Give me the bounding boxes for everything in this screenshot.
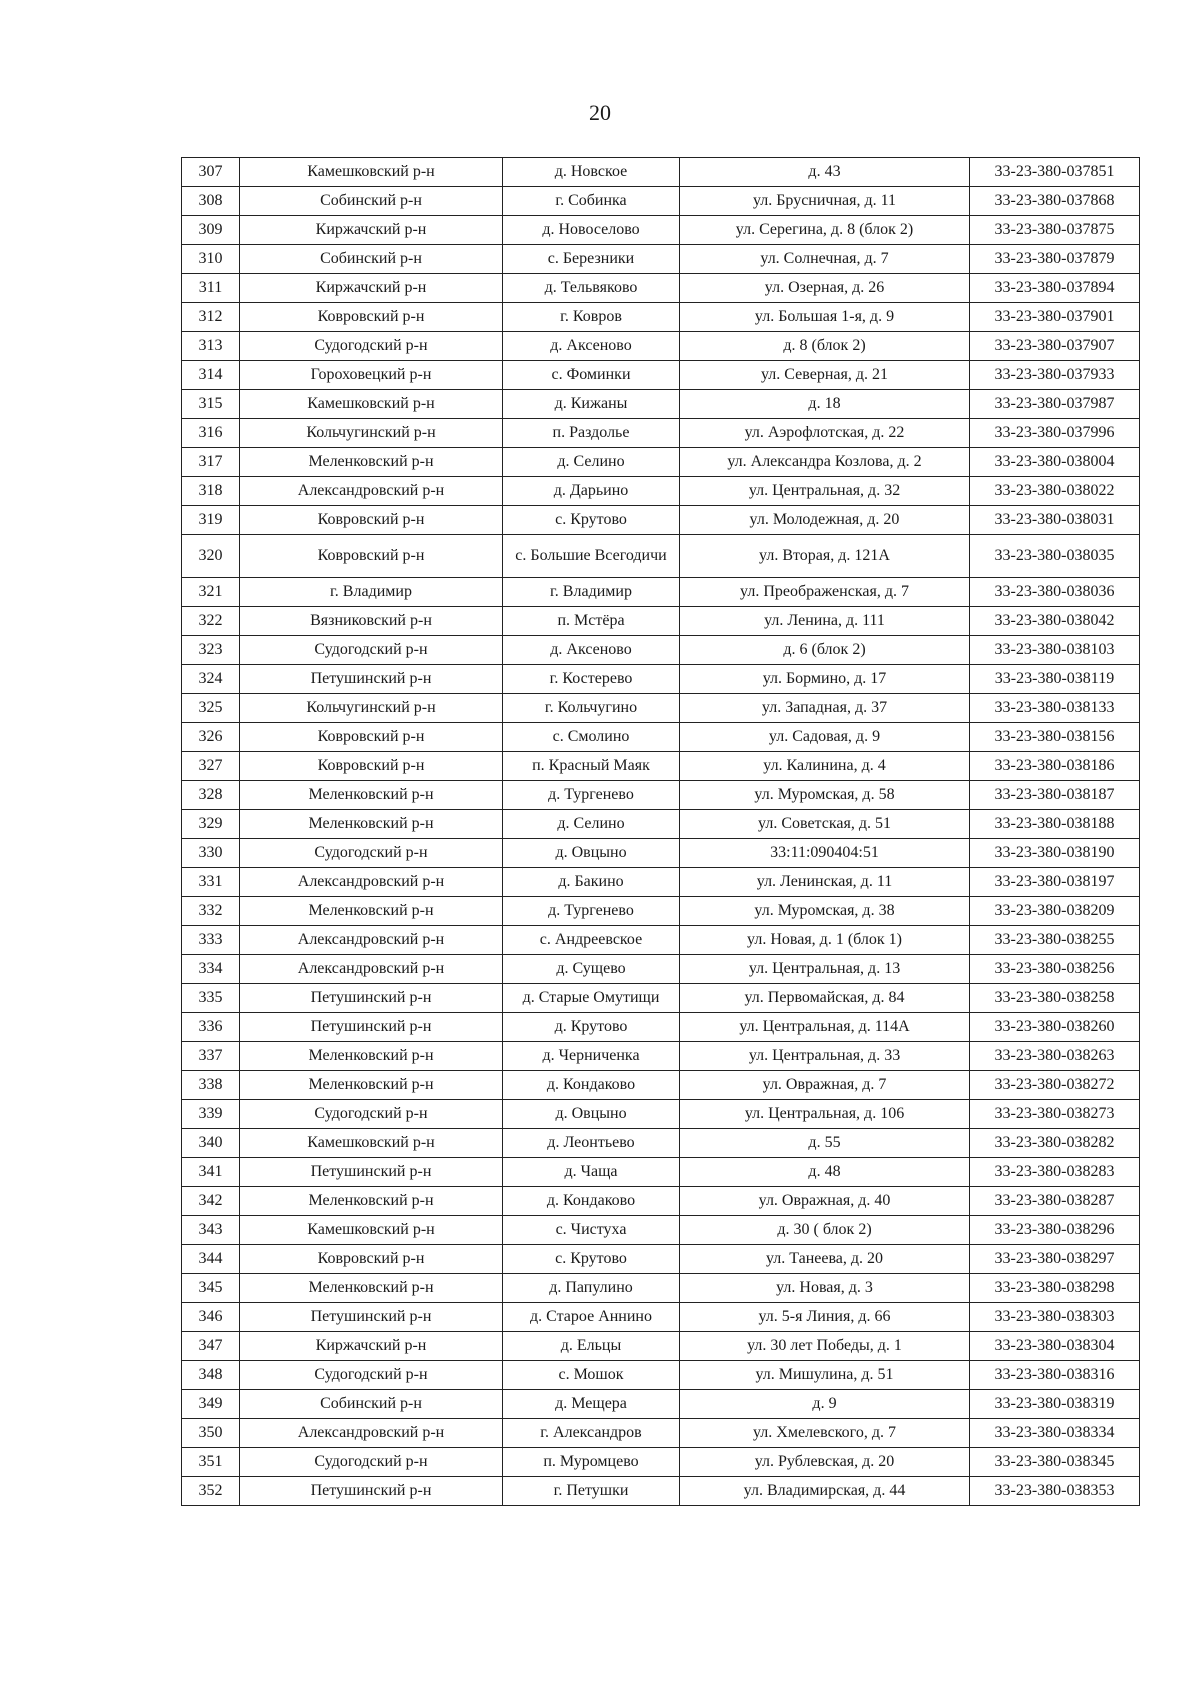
table-row xyxy=(182,694,1140,723)
row-number-cell: 351 xyxy=(182,1448,240,1477)
code-cell: 33-23-380-037933 xyxy=(970,361,1140,390)
district-cell: Собинский р-н xyxy=(240,1390,503,1419)
address-cell: ул. Владимирская, д. 44 xyxy=(680,1477,970,1506)
row-number-cell: 352 xyxy=(182,1477,240,1506)
address-cell: ул. Западная, д. 37 xyxy=(680,694,970,723)
row-number-cell: 312 xyxy=(182,303,240,332)
table-row xyxy=(182,1013,1140,1042)
district-cell: Петушинский р-н xyxy=(240,1477,503,1506)
district-cell: Ковровский р-н xyxy=(240,303,503,332)
row-number-cell: 335 xyxy=(182,984,240,1013)
code-cell: 33-23-380-038035 xyxy=(970,535,1140,578)
code-cell: 33-23-380-038103 xyxy=(970,636,1140,665)
locality-cell: с. Большие Всегодичи xyxy=(503,535,680,578)
code-cell: 33-23-380-038258 xyxy=(970,984,1140,1013)
code-cell: 33-23-380-038282 xyxy=(970,1129,1140,1158)
row-number-cell: 313 xyxy=(182,332,240,361)
locality-cell: д. Леонтьево xyxy=(503,1129,680,1158)
address-cell: ул. Центральная, д. 33 xyxy=(680,1042,970,1071)
district-cell: Собинский р-н xyxy=(240,245,503,274)
locality-cell: д. Овцыно xyxy=(503,1100,680,1129)
code-cell: 33-23-380-038353 xyxy=(970,1477,1140,1506)
district-cell: Меленковский р-н xyxy=(240,1274,503,1303)
table-row xyxy=(182,897,1140,926)
row-number-cell: 346 xyxy=(182,1303,240,1332)
locality-cell: г. Ковров xyxy=(503,303,680,332)
locality-cell: д. Тургенево xyxy=(503,897,680,926)
table-row xyxy=(182,665,1140,694)
table-row xyxy=(182,187,1140,216)
district-cell: Меленковский р-н xyxy=(240,781,503,810)
table-row xyxy=(182,1071,1140,1100)
table-row xyxy=(182,984,1140,1013)
row-number-cell: 318 xyxy=(182,477,240,506)
code-cell: 33-23-380-038255 xyxy=(970,926,1140,955)
code-cell: 33-23-380-038316 xyxy=(970,1361,1140,1390)
table-row xyxy=(182,607,1140,636)
row-number-cell: 348 xyxy=(182,1361,240,1390)
locality-cell: д. Кондаково xyxy=(503,1187,680,1216)
locality-cell: с. Чистуха xyxy=(503,1216,680,1245)
locality-cell: д. Бакино xyxy=(503,868,680,897)
row-number-cell: 336 xyxy=(182,1013,240,1042)
district-cell: Александровский р-н xyxy=(240,477,503,506)
address-cell: ул. Брусничная, д. 11 xyxy=(680,187,970,216)
locality-cell: д. Мещера xyxy=(503,1390,680,1419)
row-number-cell: 317 xyxy=(182,448,240,477)
address-cell: ул. Рублевская, д. 20 xyxy=(680,1448,970,1477)
row-number-cell: 340 xyxy=(182,1129,240,1158)
locality-cell: г. Собинка xyxy=(503,187,680,216)
district-cell: Александровский р-н xyxy=(240,955,503,984)
address-cell: ул. 30 лет Победы, д. 1 xyxy=(680,1332,970,1361)
locality-cell: д. Кижаны xyxy=(503,390,680,419)
locality-cell: д. Старое Аннино xyxy=(503,1303,680,1332)
locality-cell: с. Андреевское xyxy=(503,926,680,955)
row-number-cell: 322 xyxy=(182,607,240,636)
address-cell: ул. Советская, д. 51 xyxy=(680,810,970,839)
table-row xyxy=(182,723,1140,752)
district-cell: Камешковский р-н xyxy=(240,158,503,187)
address-cell: ул. Озерная, д. 26 xyxy=(680,274,970,303)
table-row xyxy=(182,1332,1140,1361)
table-row xyxy=(182,274,1140,303)
address-cell: ул. Солнечная, д. 7 xyxy=(680,245,970,274)
row-number-cell: 349 xyxy=(182,1390,240,1419)
row-number-cell: 307 xyxy=(182,158,240,187)
address-cell: ул. Преображенская, д. 7 xyxy=(680,578,970,607)
registry-table xyxy=(181,157,1140,1506)
locality-cell: с. Фоминки xyxy=(503,361,680,390)
district-cell: Камешковский р-н xyxy=(240,390,503,419)
locality-cell: с. Мошок xyxy=(503,1361,680,1390)
table-row xyxy=(182,781,1140,810)
address-cell: ул. Александра Козлова, д. 2 xyxy=(680,448,970,477)
code-cell: 33-23-380-038334 xyxy=(970,1419,1140,1448)
row-number-cell: 315 xyxy=(182,390,240,419)
locality-cell: д. Селино xyxy=(503,448,680,477)
locality-cell: д. Чаща xyxy=(503,1158,680,1187)
code-cell: 33-23-380-037875 xyxy=(970,216,1140,245)
district-cell: Судогодский р-н xyxy=(240,1361,503,1390)
row-number-cell: 320 xyxy=(182,535,240,578)
locality-cell: с. Березники xyxy=(503,245,680,274)
code-cell: 33-23-380-038345 xyxy=(970,1448,1140,1477)
address-cell: ул. Большая 1-я, д. 9 xyxy=(680,303,970,332)
code-cell: 33-23-380-037851 xyxy=(970,158,1140,187)
district-cell: Меленковский р-н xyxy=(240,810,503,839)
code-cell: 33-23-380-037987 xyxy=(970,390,1140,419)
row-number-cell: 323 xyxy=(182,636,240,665)
row-number-cell: 325 xyxy=(182,694,240,723)
code-cell: 33-23-380-038256 xyxy=(970,955,1140,984)
row-number-cell: 334 xyxy=(182,955,240,984)
row-number-cell: 327 xyxy=(182,752,240,781)
address-cell: ул. Новая, д. 3 xyxy=(680,1274,970,1303)
district-cell: Петушинский р-н xyxy=(240,665,503,694)
code-cell: 33-23-380-038296 xyxy=(970,1216,1140,1245)
district-cell: Меленковский р-н xyxy=(240,1071,503,1100)
code-cell: 33-23-380-038263 xyxy=(970,1042,1140,1071)
code-cell: 33-23-380-038297 xyxy=(970,1245,1140,1274)
row-number-cell: 326 xyxy=(182,723,240,752)
locality-cell: д. Тургенево xyxy=(503,781,680,810)
district-cell: Меленковский р-н xyxy=(240,1187,503,1216)
code-cell: 33-23-380-038022 xyxy=(970,477,1140,506)
row-number-cell: 309 xyxy=(182,216,240,245)
locality-cell: д. Папулино xyxy=(503,1274,680,1303)
locality-cell: д. Кондаково xyxy=(503,1071,680,1100)
address-cell: ул. Центральная, д. 106 xyxy=(680,1100,970,1129)
code-cell: 33-23-380-037901 xyxy=(970,303,1140,332)
address-cell: ул. Бормино, д. 17 xyxy=(680,665,970,694)
row-number-cell: 328 xyxy=(182,781,240,810)
address-cell: ул. Калинина, д. 4 xyxy=(680,752,970,781)
address-cell: ул. Мишулина, д. 51 xyxy=(680,1361,970,1390)
row-number-cell: 345 xyxy=(182,1274,240,1303)
locality-cell: г. Владимир xyxy=(503,578,680,607)
page-number: 20 xyxy=(589,100,611,125)
address-cell: 33:11:090404:51 xyxy=(680,839,970,868)
locality-cell: д. Новоселово xyxy=(503,216,680,245)
district-cell: Судогодский р-н xyxy=(240,1448,503,1477)
locality-cell: д. Овцыно xyxy=(503,839,680,868)
address-cell: ул. Северная, д. 21 xyxy=(680,361,970,390)
locality-cell: п. Красный Маяк xyxy=(503,752,680,781)
address-cell: ул. Танеева, д. 20 xyxy=(680,1245,970,1274)
address-cell: ул. Хмелевского, д. 7 xyxy=(680,1419,970,1448)
locality-cell: г. Костерево xyxy=(503,665,680,694)
district-cell: Камешковский р-н xyxy=(240,1216,503,1245)
code-cell: 33-23-380-038187 xyxy=(970,781,1140,810)
code-cell: 33-23-380-038209 xyxy=(970,897,1140,926)
table-body xyxy=(182,158,1140,1506)
row-number-cell: 324 xyxy=(182,665,240,694)
code-cell: 33-23-380-038260 xyxy=(970,1013,1140,1042)
district-cell: Ковровский р-н xyxy=(240,506,503,535)
address-cell: ул. Первомайская, д. 84 xyxy=(680,984,970,1013)
locality-cell: г. Кольчугино xyxy=(503,694,680,723)
locality-cell: п. Раздолье xyxy=(503,419,680,448)
table-row xyxy=(182,535,1140,578)
locality-cell: д. Старые Омутищи xyxy=(503,984,680,1013)
locality-cell: с. Крутово xyxy=(503,1245,680,1274)
row-number-cell: 314 xyxy=(182,361,240,390)
row-number-cell: 331 xyxy=(182,868,240,897)
table-row xyxy=(182,477,1140,506)
code-cell: 33-23-380-038303 xyxy=(970,1303,1140,1332)
locality-cell: д. Аксеново xyxy=(503,636,680,665)
district-cell: Киржачский р-н xyxy=(240,216,503,245)
code-cell: 33-23-380-038319 xyxy=(970,1390,1140,1419)
district-cell: Собинский р-н xyxy=(240,187,503,216)
address-cell: ул. Ленина, д. 111 xyxy=(680,607,970,636)
code-cell: 33-23-380-038186 xyxy=(970,752,1140,781)
code-cell: 33-23-380-038031 xyxy=(970,506,1140,535)
district-cell: Киржачский р-н xyxy=(240,1332,503,1361)
table-row xyxy=(182,1303,1140,1332)
district-cell: Петушинский р-н xyxy=(240,984,503,1013)
table-row xyxy=(182,361,1140,390)
row-number-cell: 339 xyxy=(182,1100,240,1129)
address-cell: д. 43 xyxy=(680,158,970,187)
table-row xyxy=(182,926,1140,955)
code-cell: 33-23-380-038119 xyxy=(970,665,1140,694)
code-cell: 33-23-380-038197 xyxy=(970,868,1140,897)
table-row xyxy=(182,810,1140,839)
code-cell: 33-23-380-038287 xyxy=(970,1187,1140,1216)
row-number-cell: 344 xyxy=(182,1245,240,1274)
code-cell: 33-23-380-037996 xyxy=(970,419,1140,448)
table-row xyxy=(182,752,1140,781)
row-number-cell: 343 xyxy=(182,1216,240,1245)
code-cell: 33-23-380-038004 xyxy=(970,448,1140,477)
row-number-cell: 310 xyxy=(182,245,240,274)
locality-cell: с. Смолино xyxy=(503,723,680,752)
code-cell: 33-23-380-038156 xyxy=(970,723,1140,752)
locality-cell: д. Новское xyxy=(503,158,680,187)
district-cell: Петушинский р-н xyxy=(240,1303,503,1332)
district-cell: Ковровский р-н xyxy=(240,535,503,578)
district-cell: Гороховецкий р-н xyxy=(240,361,503,390)
row-number-cell: 341 xyxy=(182,1158,240,1187)
code-cell: 33-23-380-037907 xyxy=(970,332,1140,361)
address-cell: д. 18 xyxy=(680,390,970,419)
row-number-cell: 342 xyxy=(182,1187,240,1216)
district-cell: Кольчугинский р-н xyxy=(240,694,503,723)
address-cell: ул. Новая, д. 1 (блок 1) xyxy=(680,926,970,955)
row-number-cell: 337 xyxy=(182,1042,240,1071)
table-row xyxy=(182,1477,1140,1506)
locality-cell: д. Черниченка xyxy=(503,1042,680,1071)
code-cell: 33-23-380-038188 xyxy=(970,810,1140,839)
table-row xyxy=(182,1158,1140,1187)
address-cell: ул. Вторая, д. 121А xyxy=(680,535,970,578)
district-cell: Меленковский р-н xyxy=(240,448,503,477)
locality-cell: д. Сущево xyxy=(503,955,680,984)
row-number-cell: 333 xyxy=(182,926,240,955)
table-row xyxy=(182,1129,1140,1158)
locality-cell: д. Селино xyxy=(503,810,680,839)
district-cell: г. Владимир xyxy=(240,578,503,607)
table-row xyxy=(182,506,1140,535)
locality-cell: с. Крутово xyxy=(503,506,680,535)
table-row xyxy=(182,955,1140,984)
locality-cell: д. Аксеново xyxy=(503,332,680,361)
code-cell: 33-23-380-038042 xyxy=(970,607,1140,636)
table-row xyxy=(182,245,1140,274)
table-row xyxy=(182,216,1140,245)
code-cell: 33-23-380-038133 xyxy=(970,694,1140,723)
code-cell: 33-23-380-038190 xyxy=(970,839,1140,868)
table-row xyxy=(182,448,1140,477)
locality-cell: д. Крутово xyxy=(503,1013,680,1042)
address-cell: ул. Садовая, д. 9 xyxy=(680,723,970,752)
row-number-cell: 347 xyxy=(182,1332,240,1361)
row-number-cell: 350 xyxy=(182,1419,240,1448)
locality-cell: п. Мстёра xyxy=(503,607,680,636)
code-cell: 33-23-380-038272 xyxy=(970,1071,1140,1100)
row-number-cell: 330 xyxy=(182,839,240,868)
address-cell: ул. 5-я Линия, д. 66 xyxy=(680,1303,970,1332)
row-number-cell: 338 xyxy=(182,1071,240,1100)
district-cell: Петушинский р-н xyxy=(240,1158,503,1187)
district-cell: Александровский р-н xyxy=(240,1419,503,1448)
table-row xyxy=(182,1216,1140,1245)
code-cell: 33-23-380-037894 xyxy=(970,274,1140,303)
district-cell: Петушинский р-н xyxy=(240,1013,503,1042)
address-cell: ул. Муромская, д. 38 xyxy=(680,897,970,926)
table-row xyxy=(182,839,1140,868)
row-number-cell: 316 xyxy=(182,419,240,448)
row-number-cell: 332 xyxy=(182,897,240,926)
address-cell: ул. Центральная, д. 13 xyxy=(680,955,970,984)
table-row xyxy=(182,419,1140,448)
code-cell: 33-23-380-038304 xyxy=(970,1332,1140,1361)
address-cell: д. 30 ( блок 2) xyxy=(680,1216,970,1245)
code-cell: 33-23-380-038283 xyxy=(970,1158,1140,1187)
table-row xyxy=(182,158,1140,187)
locality-cell: п. Муромцево xyxy=(503,1448,680,1477)
code-cell: 33-23-380-038036 xyxy=(970,578,1140,607)
district-cell: Судогодский р-н xyxy=(240,1100,503,1129)
table-row xyxy=(182,868,1140,897)
district-cell: Вязниковский р-н xyxy=(240,607,503,636)
table-row xyxy=(182,1448,1140,1477)
locality-cell: г. Александров xyxy=(503,1419,680,1448)
address-cell: ул. Овражная, д. 7 xyxy=(680,1071,970,1100)
district-cell: Ковровский р-н xyxy=(240,723,503,752)
row-number-cell: 308 xyxy=(182,187,240,216)
district-cell: Судогодский р-н xyxy=(240,839,503,868)
code-cell: 33-23-380-037868 xyxy=(970,187,1140,216)
table-row xyxy=(182,1042,1140,1071)
address-cell: д. 6 (блок 2) xyxy=(680,636,970,665)
district-cell: Судогодский р-н xyxy=(240,332,503,361)
row-number-cell: 329 xyxy=(182,810,240,839)
code-cell: 33-23-380-037879 xyxy=(970,245,1140,274)
locality-cell: д. Тельвяково xyxy=(503,274,680,303)
district-cell: Ковровский р-н xyxy=(240,1245,503,1274)
table-row xyxy=(182,303,1140,332)
district-cell: Судогодский р-н xyxy=(240,636,503,665)
table-row xyxy=(182,1100,1140,1129)
district-cell: Киржачский р-н xyxy=(240,274,503,303)
table-row xyxy=(182,1419,1140,1448)
table-row xyxy=(182,1274,1140,1303)
district-cell: Меленковский р-н xyxy=(240,1042,503,1071)
address-cell: ул. Центральная, д. 114А xyxy=(680,1013,970,1042)
row-number-cell: 311 xyxy=(182,274,240,303)
address-cell: д. 55 xyxy=(680,1129,970,1158)
locality-cell: д. Ельцы xyxy=(503,1332,680,1361)
address-cell: д. 48 xyxy=(680,1158,970,1187)
address-cell: д. 9 xyxy=(680,1390,970,1419)
district-cell: Камешковский р-н xyxy=(240,1129,503,1158)
row-number-cell: 319 xyxy=(182,506,240,535)
address-cell: ул. Ленинская, д. 11 xyxy=(680,868,970,897)
registry-table-wrap xyxy=(181,157,1139,1506)
table-row xyxy=(182,1361,1140,1390)
table-row xyxy=(182,1187,1140,1216)
table-row xyxy=(182,1245,1140,1274)
district-cell: Ковровский р-н xyxy=(240,752,503,781)
address-cell: ул. Овражная, д. 40 xyxy=(680,1187,970,1216)
code-cell: 33-23-380-038273 xyxy=(970,1100,1140,1129)
table-row xyxy=(182,1390,1140,1419)
table-row xyxy=(182,332,1140,361)
address-cell: ул. Аэрофлотская, д. 22 xyxy=(680,419,970,448)
district-cell: Меленковский р-н xyxy=(240,897,503,926)
locality-cell: д. Дарьино xyxy=(503,477,680,506)
district-cell: Кольчугинский р-н xyxy=(240,419,503,448)
locality-cell: г. Петушки xyxy=(503,1477,680,1506)
district-cell: Александровский р-н xyxy=(240,926,503,955)
address-cell: д. 8 (блок 2) xyxy=(680,332,970,361)
district-cell: Александровский р-н xyxy=(240,868,503,897)
address-cell: ул. Центральная, д. 32 xyxy=(680,477,970,506)
table-row xyxy=(182,578,1140,607)
row-number-cell: 321 xyxy=(182,578,240,607)
table-row xyxy=(182,390,1140,419)
address-cell: ул. Серегина, д. 8 (блок 2) xyxy=(680,216,970,245)
address-cell: ул. Молодежная, д. 20 xyxy=(680,506,970,535)
table-row xyxy=(182,636,1140,665)
address-cell: ул. Муромская, д. 58 xyxy=(680,781,970,810)
code-cell: 33-23-380-038298 xyxy=(970,1274,1140,1303)
